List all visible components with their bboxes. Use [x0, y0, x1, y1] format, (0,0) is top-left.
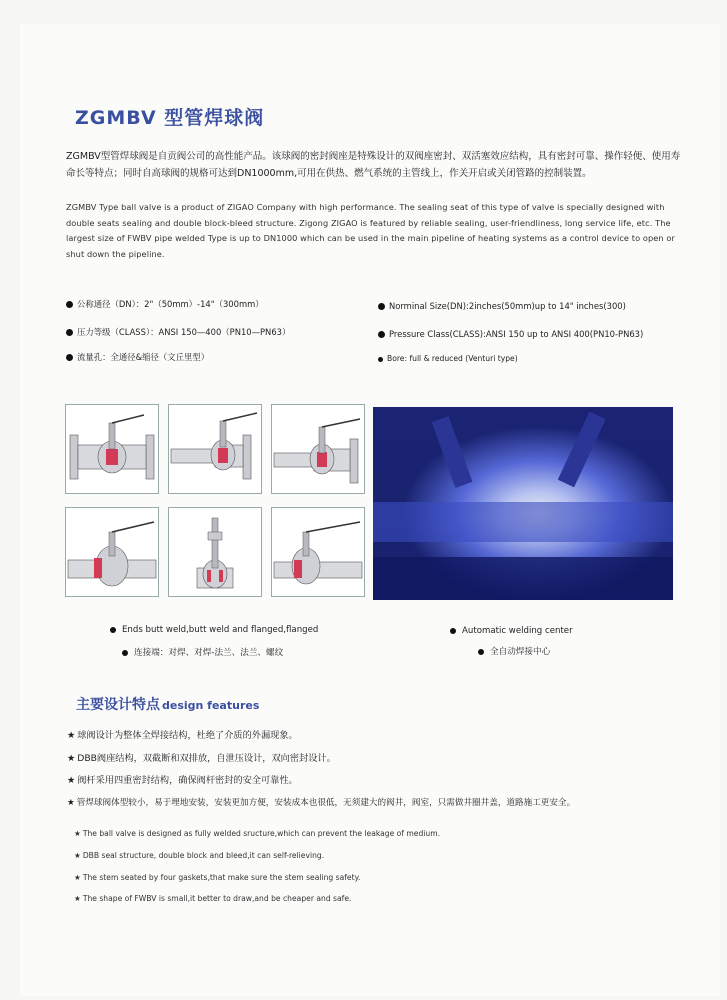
feature-en-1: ★ The ball valve is designed as fully welded sructure,which can prevent the leakage of medium.	[74, 829, 441, 838]
feature-cn-2: ★ DBB阀座结构，双截断和双排放，自泄压设计，双向密封设计。	[67, 753, 336, 764]
caption-welding-cn: 全自动焊接中心	[478, 645, 550, 657]
welding-center-photo	[373, 407, 673, 600]
page-title: ZGMBV 型管焊球阀	[75, 107, 265, 129]
bullet-icon	[66, 354, 73, 361]
caption-ends-cn: 连接端：对焊、对焊-法兰、法兰、螺纹	[122, 646, 283, 658]
bullet-icon	[478, 649, 484, 655]
butt-weld-valve-diagram-2	[271, 507, 365, 597]
bullet-icon	[378, 357, 383, 362]
butt-weld-valve-diagram	[65, 507, 159, 597]
star-icon: ★	[74, 873, 81, 882]
star-icon: ★	[74, 829, 81, 838]
bullet-icon	[378, 331, 385, 338]
caption-ends-en: Ends butt weld,butt weld and flanged,flanged	[110, 625, 318, 635]
spec-en-bore: Bore: full & reduced (Venturi type)	[378, 354, 518, 363]
bullet-icon	[66, 301, 73, 308]
butt-weld-flanged-valve-diagram	[168, 404, 262, 494]
feature-en-3: ★ The stem seated by four gaskets,that make sure the stem sealing safety.	[74, 873, 361, 882]
feature-en-4: ★ The shape of FWBV is small,it better to draw,and be cheaper and safe.	[74, 894, 352, 903]
star-icon: ★	[74, 851, 81, 860]
bullet-icon	[110, 627, 116, 633]
feature-cn-4: ★ 管焊球阀体型较小，易于埋地安装，安装更加方便，安装成本也很低，无须建大的阀井，阀室，只需做井圈井盖，道路施工更安全。	[67, 798, 576, 808]
intro-english: ZGMBV Type ball valve is a product of ZIGAO Company with high performance. The sealing seat of this type of valve is specially designed with double seats sealing and double block-bleed structure. Zigong ZIGAO is featured by reliable sealing, user-friendliness, long service life, etc. The largest size of FWBV pipe welded Type is up to DN1000 which can be used in the main pipeline of heating systems as a control device to open or shut down the pipeline.	[66, 202, 675, 259]
design-features-title: 主要设计特点 design features	[76, 697, 260, 713]
spec-cn-nominal-size: 公称通径（DN）：2"（50mm）-14"（300mm）	[66, 298, 264, 310]
feature-cn-1: ★ 球阀设计为整体全焊接结构，杜绝了介质的外漏现象。	[67, 730, 298, 741]
star-icon: ★	[67, 753, 76, 764]
star-icon: ★	[67, 775, 76, 786]
spec-cn-pressure-class: 压力等级（CLASS）：ANSI 150—400（PN10—PN63）	[66, 326, 290, 338]
star-icon: ★	[74, 894, 81, 903]
star-icon: ★	[67, 798, 75, 808]
spec-en-pressure-class: Pressure Class(CLASS):ANSI 150 up to ANSI 400(PN10-PN63)	[378, 329, 643, 339]
spec-cn-bore: 流量孔：全通径&缩径（文丘里型）	[66, 351, 209, 363]
feature-en-2: ★ DBB seal structure, double block and bleed,it can self-relieving.	[74, 851, 325, 860]
vertical-valve-diagram	[168, 507, 262, 597]
butt-weld-flanged-valve-diagram-2	[271, 404, 365, 494]
bullet-icon	[378, 303, 385, 310]
bullet-icon	[450, 628, 456, 634]
star-icon: ★	[67, 730, 76, 741]
caption-welding-en: Automatic welding center	[450, 626, 573, 636]
bullet-icon	[66, 329, 73, 336]
intro-chinese: ZGMBV型管焊球阀是自贡阀公司的高性能产品。该球阀的密封阀座是特殊设计的双阀座密封、双活塞效应结构，具有密封可靠、操作轻便、使用寿命长等特点；同时自高球阀的规格可达到DN1000mm,可用在供热、燃气系统的主管线上，作关开启或关闭管路的控制装置。	[66, 151, 681, 179]
feature-cn-3: ★ 阀杆采用四重密封结构，确保阀杆密封的安全可靠性。	[67, 775, 298, 786]
flanged-valve-diagram	[65, 404, 159, 494]
bullet-icon	[122, 650, 128, 656]
spec-en-nominal-size: Norminal Size(DN):2inches(50mm)up to 14" inches(300)	[378, 301, 626, 311]
